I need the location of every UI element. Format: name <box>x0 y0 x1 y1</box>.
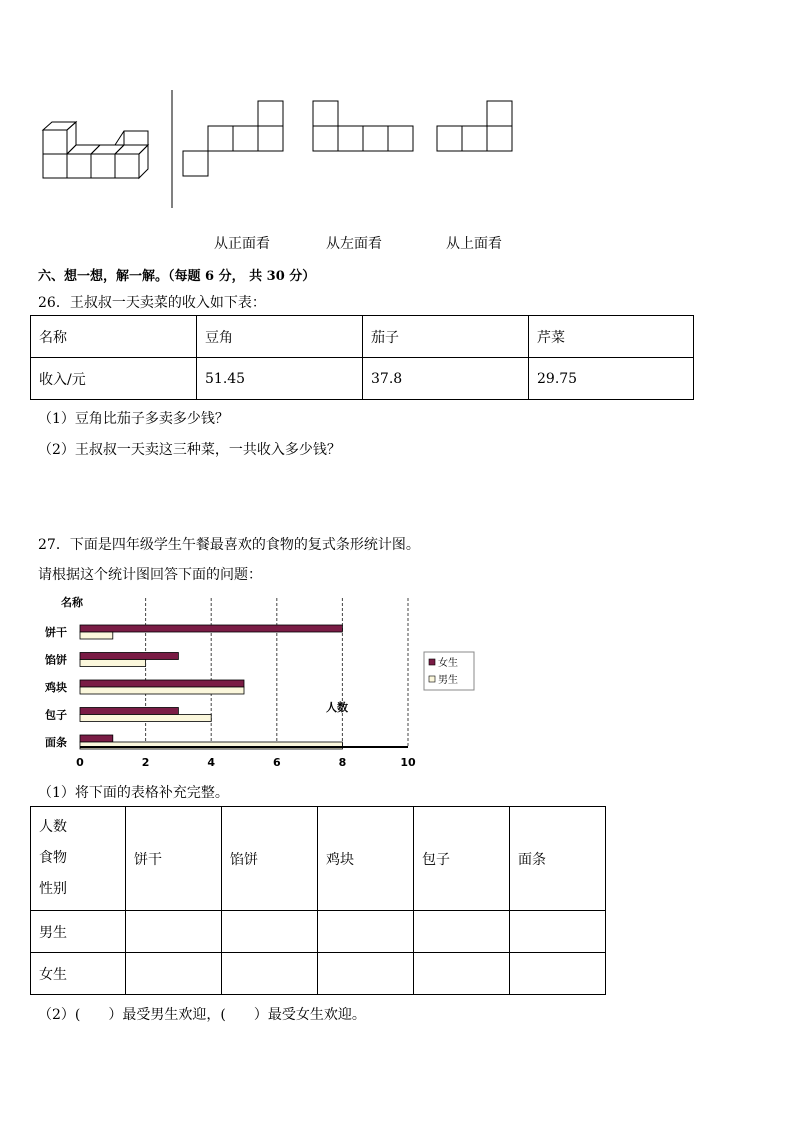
table-cell: 男生 <box>31 911 126 953</box>
table-cell: 37.8 <box>363 358 529 400</box>
table-cell: 女生 <box>31 953 126 995</box>
table-cell: 收入/元 <box>31 358 197 400</box>
blank-cell[interactable] <box>126 911 222 953</box>
table-cell: 馅饼 <box>222 807 318 911</box>
view-label-left: 从左面看 <box>326 236 382 252</box>
table-corner-cell <box>31 807 126 911</box>
bar-boys <box>80 687 244 694</box>
table-cell: 面条 <box>510 807 606 911</box>
table-row <box>31 316 694 358</box>
category-label: 馅饼 <box>45 653 67 667</box>
q26-prompt: 26．王叔叔一天卖菜的收入如下表： <box>38 295 266 311</box>
legend-label-boys: 男生 <box>438 675 458 686</box>
table-cell: 51.45 <box>197 358 363 400</box>
table-cell: 豆角 <box>197 316 363 358</box>
table-cell: 29.75 <box>529 358 694 400</box>
corner-label: 人数 <box>39 819 67 835</box>
category-label: 饼干 <box>45 626 67 639</box>
bar-girls <box>80 735 113 742</box>
q27-fill-table <box>30 806 606 995</box>
x-tick-label: 6 <box>272 756 281 769</box>
front-view-grid <box>183 101 283 176</box>
table-row <box>31 911 606 953</box>
q27-prompt: 27．下面是四年级学生午餐最喜欢的食物的复式条形统计图。 <box>38 537 420 553</box>
view-label-top: 从上面看 <box>446 236 502 252</box>
legend-label-girls: 女生 <box>438 658 458 669</box>
legend-swatch-boys <box>429 676 435 682</box>
view-label-front: 从正面看 <box>214 236 270 252</box>
blank-cell[interactable] <box>126 953 222 995</box>
category-axis-label: 名称 <box>61 596 83 609</box>
blank-cell[interactable] <box>318 953 414 995</box>
table-row <box>31 807 606 911</box>
table-row <box>31 358 694 400</box>
q26-income-table <box>30 315 694 400</box>
table-cell: 包子 <box>414 807 510 911</box>
blank-cell[interactable] <box>222 953 318 995</box>
blank-cell[interactable] <box>414 953 510 995</box>
bar-girls <box>80 653 178 660</box>
bar-girls <box>80 680 244 687</box>
table-cell: 茄子 <box>363 316 529 358</box>
table-cell: 名称 <box>31 316 197 358</box>
category-label: 鸡块 <box>45 681 67 694</box>
blank-cell[interactable] <box>222 911 318 953</box>
bar-boys <box>80 715 211 722</box>
table-cell: 饼干 <box>126 807 222 911</box>
cube-solid <box>43 122 148 178</box>
category-label: 包子 <box>45 708 67 722</box>
table-cell: 芹菜 <box>529 316 694 358</box>
corner-label: 食物 <box>39 850 67 866</box>
table-cell: 鸡块 <box>318 807 414 911</box>
table-row <box>31 953 606 995</box>
value-axis-label: 人数 <box>326 701 348 714</box>
x-tick-label: 2 <box>141 756 150 769</box>
bar-girls <box>80 625 342 632</box>
x-tick-label: 8 <box>338 756 347 769</box>
bar-girls <box>80 708 178 715</box>
x-tick-label: 10 <box>400 756 416 769</box>
category-label: 面条 <box>45 736 67 749</box>
corner-label: 性别 <box>39 881 67 897</box>
blank-cell[interactable] <box>510 953 606 995</box>
left-view-grid <box>313 101 413 151</box>
blank-cell[interactable] <box>510 911 606 953</box>
legend <box>424 652 474 690</box>
x-tick-label: 0 <box>76 756 84 769</box>
q27-sub2: （2）( ）最受男生欢迎，( ）最受女生欢迎。 <box>38 1007 366 1023</box>
food-preference-chart <box>30 590 480 780</box>
three-view-figure <box>0 0 794 260</box>
q26-sub1: （1）豆角比茄子多卖多少钱？ <box>38 411 229 427</box>
blank-cell[interactable] <box>318 911 414 953</box>
q26-sub2: （2）王叔叔一天卖这三种菜，一共收入多少钱？ <box>38 442 341 458</box>
legend-swatch-girls <box>429 659 435 665</box>
top-view-grid <box>437 101 512 151</box>
x-tick-label: 4 <box>207 756 216 769</box>
section-heading: 六、想一想，解一解。（每题 6 分， 共 30 分） <box>38 269 316 284</box>
bar-boys <box>80 632 113 639</box>
q27-sub1: （1）将下面的表格补充完整。 <box>38 785 229 801</box>
blank-cell[interactable] <box>414 911 510 953</box>
q27-instruction: 请根据这个统计图回答下面的问题： <box>38 567 262 583</box>
bar-boys <box>80 660 146 667</box>
